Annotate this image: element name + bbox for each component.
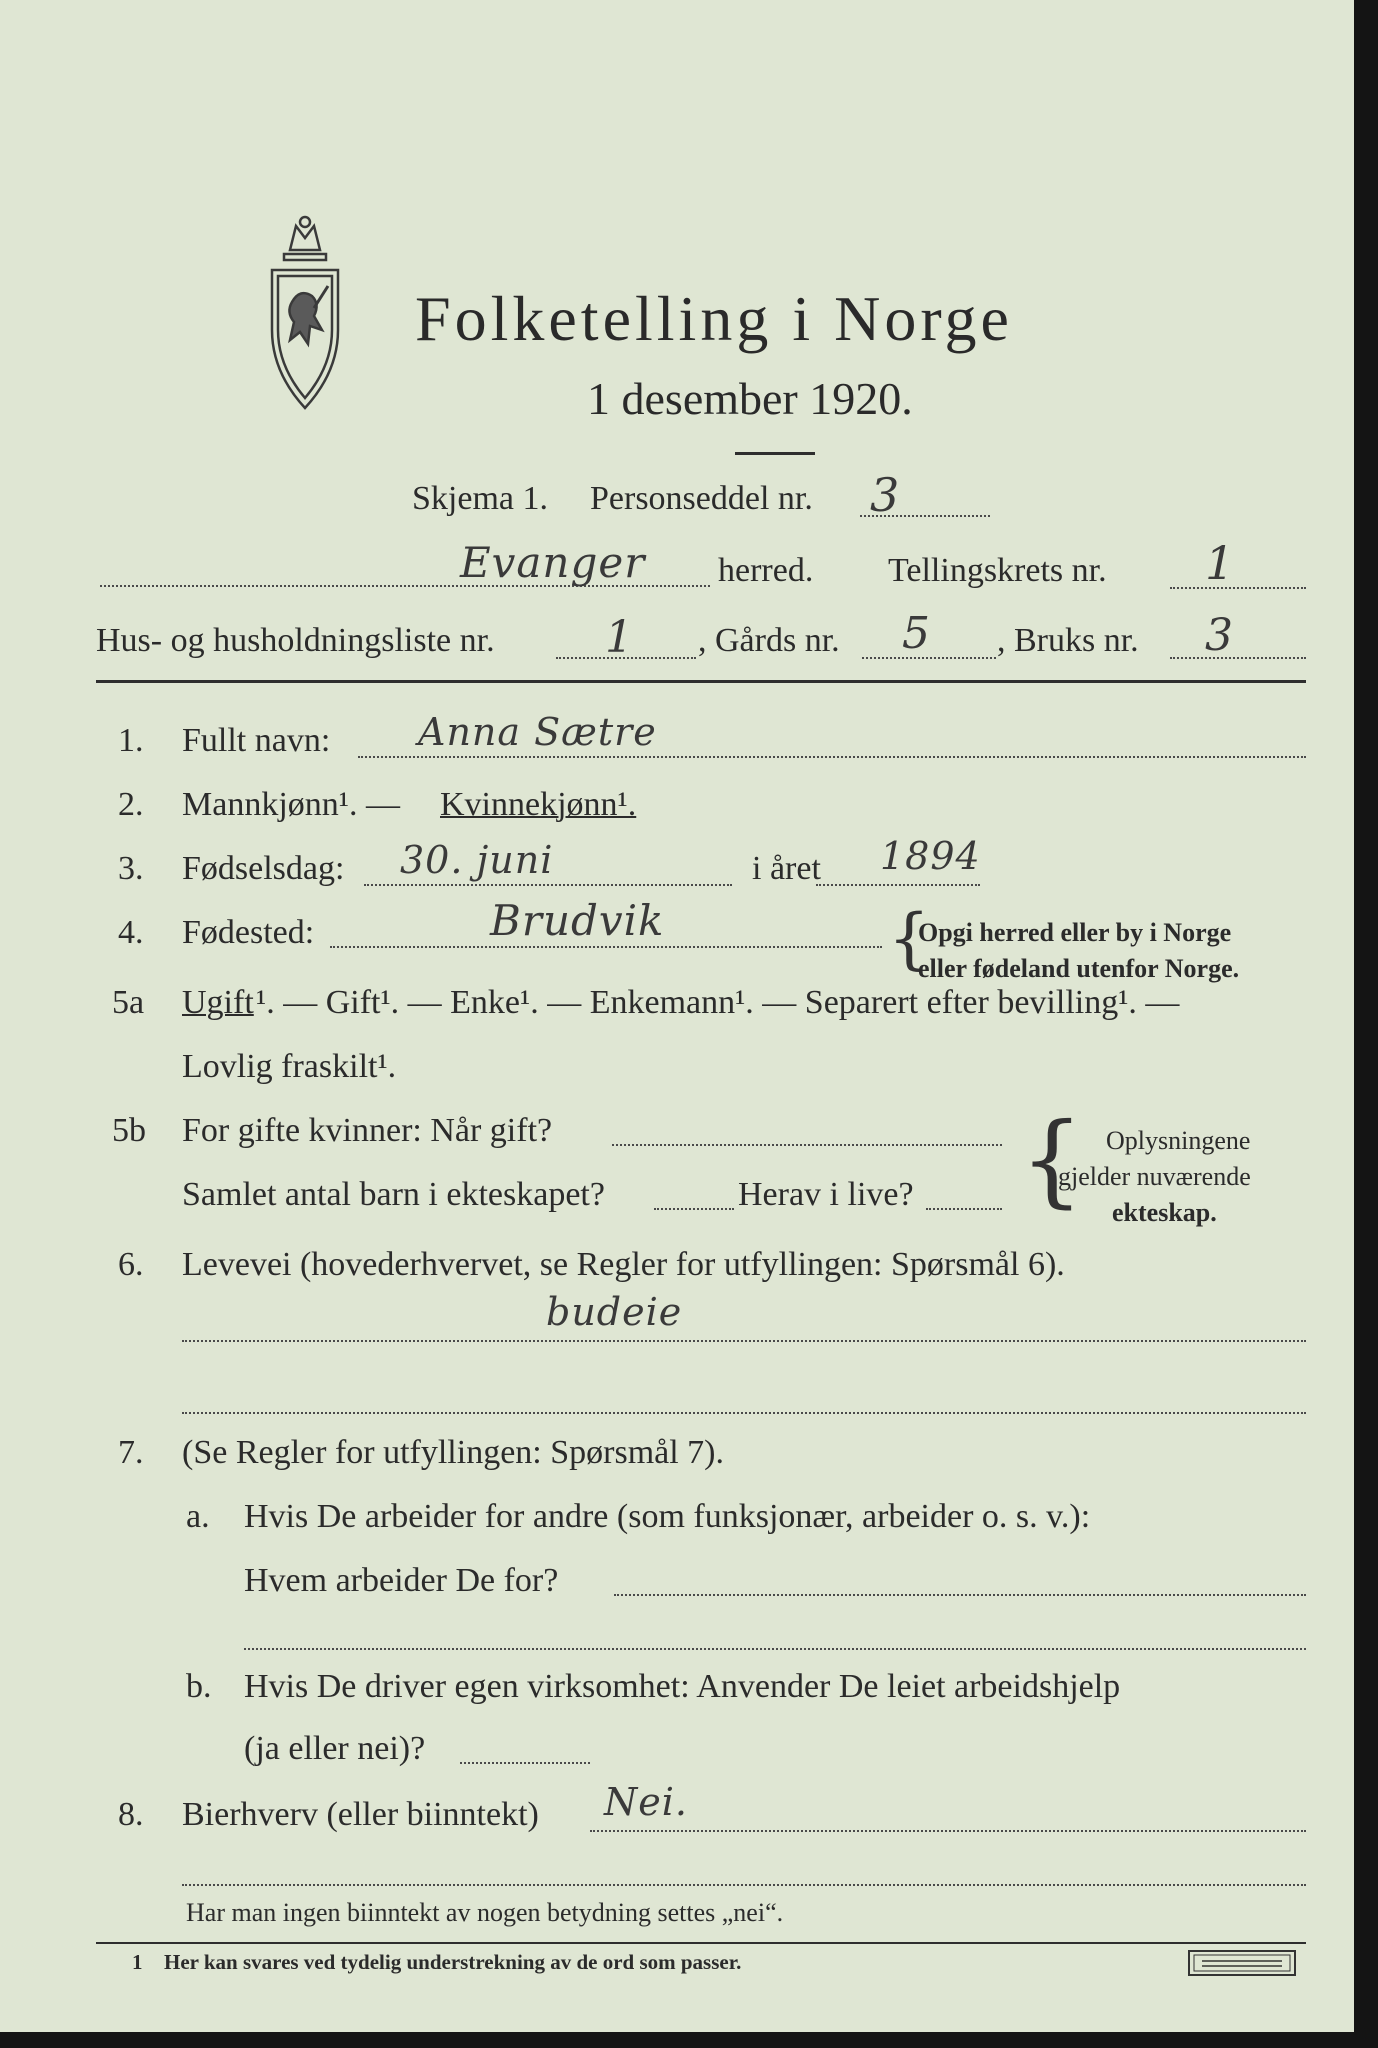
q2-male: Mannkjønn¹. — [182, 786, 400, 823]
q3-label: Fødselsdag: [182, 850, 345, 887]
q6-value: budeie [546, 1290, 683, 1334]
bruks-field-line [1170, 657, 1306, 659]
page-title: Folketelling i Norge [415, 283, 1013, 354]
q5a-number: 5a [112, 984, 145, 1021]
hus-label: Hus- og husholdningsliste nr. [96, 622, 495, 659]
q7b-letter: b. [186, 1668, 212, 1705]
herred-value: Evanger [460, 538, 646, 587]
personseddel-label: Personseddel nr. [590, 480, 813, 517]
scan-edge-bottom [0, 2032, 1378, 2048]
q3-number: 3. [118, 850, 144, 887]
q1-value: Anna Sætre [418, 710, 657, 754]
q5b-brace: { [1020, 1101, 1084, 1218]
q4-value: Brudvik [490, 896, 665, 945]
q8-label: Bierhverv (eller biinntekt) [182, 1796, 539, 1833]
q5b-married-field-line [612, 1144, 1002, 1146]
scan-edge-right [1354, 0, 1378, 2048]
printer-stamp-icon [1188, 1950, 1296, 1976]
tellingskrets-field-line [1170, 587, 1306, 589]
q4-label: Fødested: [182, 914, 315, 951]
gards-label: , Gårds nr. [698, 622, 840, 659]
q7-number: 7. [118, 1434, 144, 1471]
q5b-children-label: Samlet antal barn i ekteskapet? [182, 1176, 605, 1213]
q4-brace: { [888, 900, 930, 977]
hus-value: 1 [605, 612, 634, 663]
q6-field-line-2 [182, 1412, 1306, 1414]
title-rule [735, 452, 815, 455]
q5b-children-field-line [654, 1208, 734, 1210]
q1-label: Fullt navn: [182, 722, 331, 759]
personseddel-value: 3 [870, 468, 901, 522]
gards-value: 5 [902, 608, 931, 659]
q7b-sub: (ja eller nei)? [244, 1730, 426, 1767]
q5a-options: ¹. — Gift¹. — Enke¹. — Enkemann¹. — Separert efter bevilling¹. — [256, 984, 1180, 1021]
q7a-letter: a. [186, 1498, 210, 1535]
header-separator [96, 680, 1306, 683]
q5b-note-line3: ekteskap. [1112, 1198, 1217, 1227]
tellingskrets-label: Tellingskrets nr. [888, 552, 1107, 589]
q3-field-line [364, 884, 732, 886]
q4-note-line2: eller fødeland utenfor Norge. [918, 954, 1240, 983]
q6-field-line-1 [182, 1340, 1306, 1342]
q2-female-underlined: Kvinnekjønn¹. [440, 786, 637, 823]
q4-field-line [330, 946, 882, 948]
footnote-mark: 1 [132, 1950, 143, 1974]
q5b-note-line2: gjelder nuværende [1058, 1162, 1251, 1191]
q6-label: Levevei (hovederhvervet, se Regler for utfyllingen: Spørsmål 6). [182, 1246, 1065, 1283]
q3-year-field-line [816, 884, 980, 886]
q2-number: 2. [118, 786, 144, 823]
q3-year-label: i året [752, 850, 821, 887]
q1-field-line [358, 756, 1306, 758]
q3-value: 30. juni [400, 838, 554, 882]
q5b-label: For gifte kvinner: Når gift? [182, 1112, 553, 1149]
q6-number: 6. [118, 1246, 144, 1283]
q1-number: 1. [118, 722, 144, 759]
q4-note-line1: Opgi herred eller by i Norge [918, 918, 1232, 947]
footer-separator [96, 1942, 1306, 1944]
q5b-alive-field-line [926, 1208, 1002, 1210]
census-date: 1 desember 1920. [587, 373, 913, 424]
q8-field-line [590, 1830, 1306, 1832]
schema-label: Skjema 1. [412, 480, 548, 517]
q5a-ugift-underlined: Ugift [182, 984, 254, 1021]
q7-label: (Se Regler for utfyllingen: Spørsmål 7). [182, 1434, 725, 1471]
q5b-alive-label: Herav i live? [738, 1176, 914, 1213]
q7a-label: Hvis De arbeider for andre (som funksjonær, arbeider o. s. v.): [244, 1498, 1091, 1535]
coat-of-arms-icon [250, 212, 360, 412]
q7a-field-line-2 [244, 1648, 1306, 1650]
q4-number: 4. [118, 914, 144, 951]
q3-year-value: 1894 [880, 834, 981, 878]
q7a-field-line-1 [614, 1594, 1306, 1596]
q8-value: Nei. [604, 1780, 688, 1824]
bruks-label: , Bruks nr. [997, 622, 1139, 659]
q7b-label: Hvis De driver egen virksomhet: Anvender De leiet arbeidshjelp [244, 1668, 1121, 1705]
tellingskrets-value: 1 [1205, 536, 1236, 590]
q5a-line2: Lovlig fraskilt¹. [182, 1048, 397, 1085]
footnote-text: Her kan svares ved tydelig understrekning av de ord som passer. [164, 1950, 742, 1974]
bruks-value: 3 [1205, 610, 1234, 661]
herred-label: herred. [718, 552, 814, 589]
q8-number: 8. [118, 1796, 144, 1833]
footer-note: Har man ingen biinntekt av nogen betydning settes „nei“. [186, 1898, 784, 1927]
q5b-note-line1: Oplysningene [1106, 1126, 1251, 1155]
q7b-field-line [460, 1762, 590, 1764]
q7a-sub: Hvem arbeider De for? [244, 1562, 559, 1599]
q8-field-line-2 [182, 1884, 1306, 1886]
q5b-number: 5b [112, 1112, 146, 1149]
